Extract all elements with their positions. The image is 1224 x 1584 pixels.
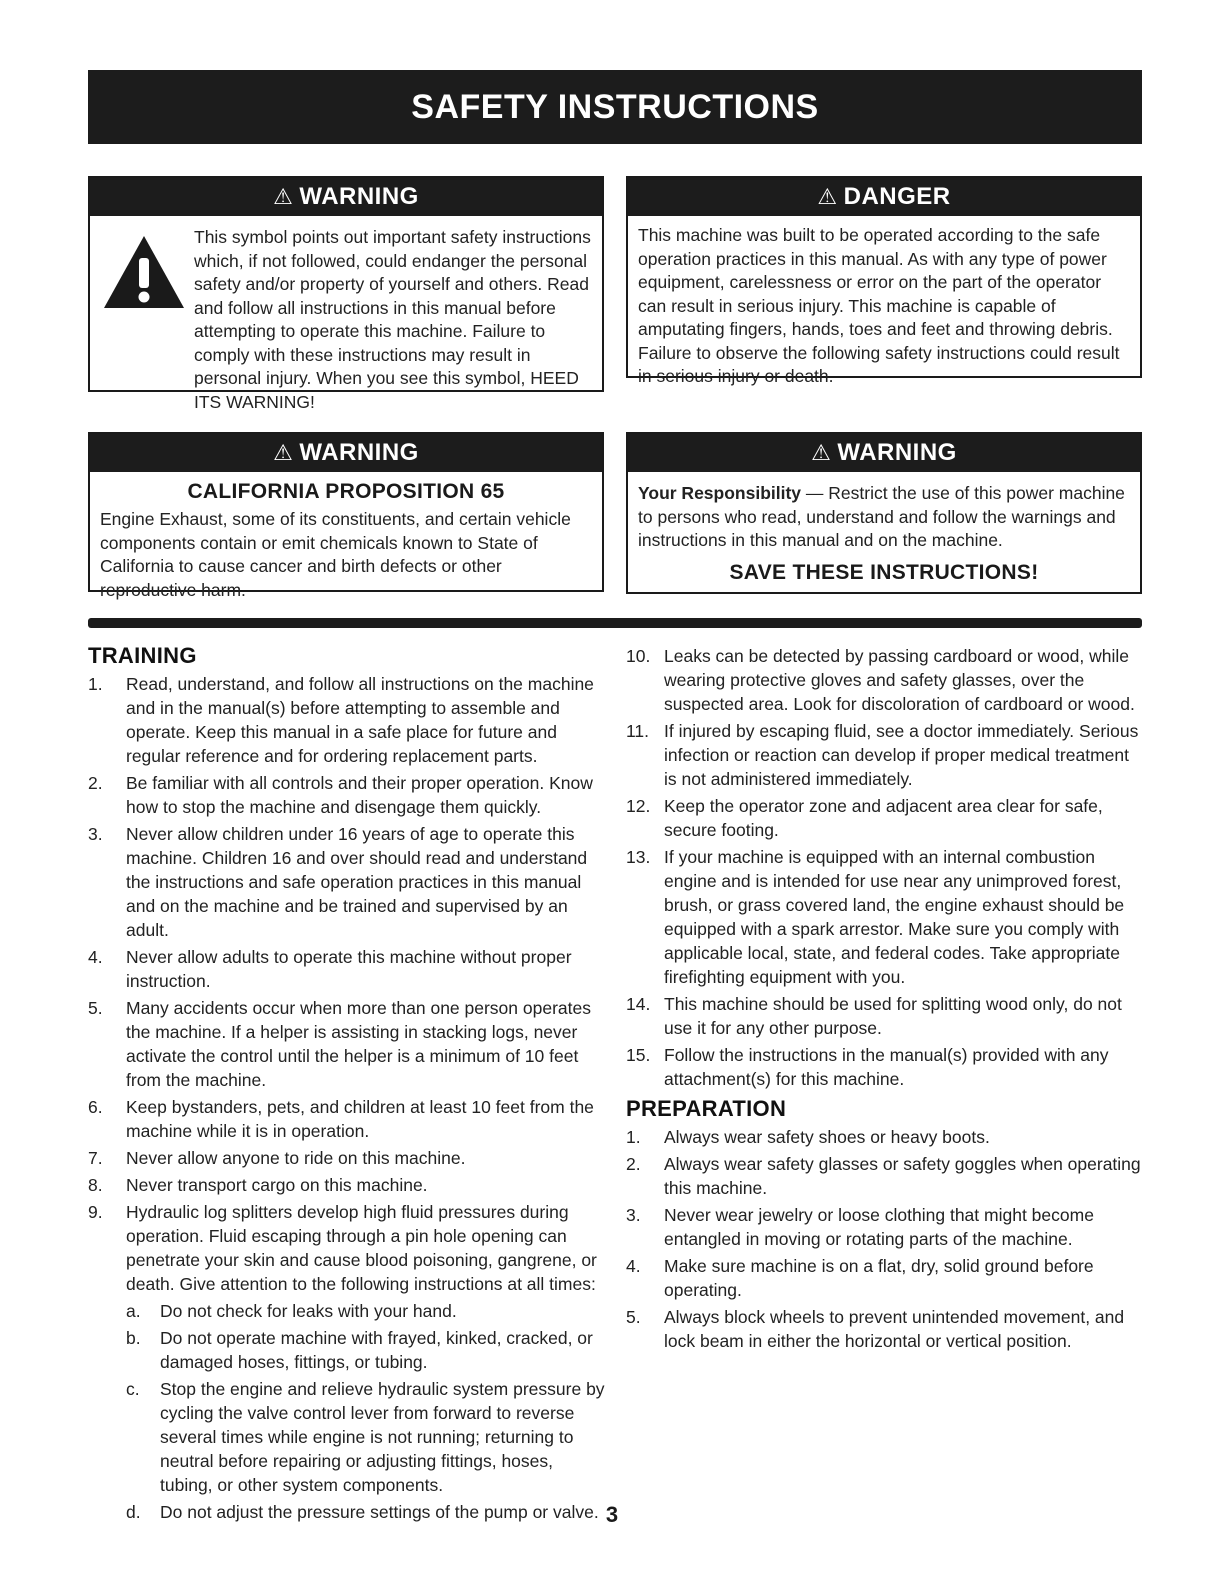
- list-item: [626, 1125, 1146, 1149]
- list-item: [88, 1299, 608, 1323]
- danger-header: [628, 178, 1140, 216]
- responsibility-body-text: [628, 472, 1140, 553]
- prop65-subtitle: CALIFORNIA PROPOSITION 65: [187, 480, 505, 503]
- list-item: [88, 1095, 608, 1143]
- list-item: [626, 1254, 1146, 1302]
- list-item: [626, 1043, 1146, 1091]
- prop65-body-text: Engine Exhaust, some of its constituents, and certain vehicle components contain or emit chemicals known to State of California to cause cancer and birth defects or other reproductive harm.: [100, 509, 571, 600]
- list-item: [88, 945, 608, 993]
- page-banner-title: SAFETY INSTRUCTIONS: [88, 70, 1142, 144]
- list-item: [88, 1173, 608, 1197]
- warning-header: [90, 178, 602, 216]
- list-item-text: Never allow adults to operate this machine without proper instruction.: [126, 947, 572, 991]
- list-item-number: 2.: [88, 773, 103, 793]
- list-item-text: Make sure machine is on a flat, dry, solid ground before operating.: [664, 1256, 1094, 1300]
- list-item: [88, 771, 608, 819]
- list-item-text: This machine should be used for splitting wood only, do not use it for any other purpose.: [664, 994, 1122, 1038]
- warning-header-label: WARNING: [299, 439, 419, 466]
- save-instructions-text: SAVE THESE INSTRUCTIONS!: [729, 560, 1039, 584]
- list-item-text: Hydraulic log splitters develop high fluid pressures during operation. Fluid escaping through a pin hole opening can penetrate your skin and cause blood poisoning, gangrene, or death. Give attention to the following instructions at all times:: [126, 1202, 597, 1294]
- responsibility-text: — Restrict the use of this power machine to persons who read, understand and follow the warnings and instructions in this manual and on the machine.: [638, 483, 1125, 550]
- list-item-text: If your machine is equipped with an internal combustion engine and is intended for use near any unimproved forest, brush, or grass covered land, the engine exhaust should be equipped with a spark arrestor. Make sure you comply with applicable local, state, and federal codes. Take appropriate firefighting equipment with you.: [664, 847, 1125, 987]
- list-item-text: Keep bystanders, pets, and children at least 10 feet from the machine while it is in operation.: [126, 1097, 594, 1141]
- training-sublist: [88, 1299, 608, 1524]
- list-item-number: 15.: [626, 1045, 651, 1065]
- list-item: [626, 992, 1146, 1040]
- list-item: [626, 845, 1146, 989]
- list-item-number: 6.: [88, 1097, 103, 1117]
- list-item-text: If injured by escaping fluid, see a doctor immediately. Serious infection or reaction can develop if proper medical treatment is not administered immediately.: [664, 721, 1139, 789]
- list-item: [626, 1152, 1146, 1200]
- list-item-number: 3.: [88, 824, 103, 844]
- list-item-number: 7.: [88, 1148, 103, 1168]
- list-item-number: 11.: [626, 721, 650, 741]
- list-item: [88, 996, 608, 1092]
- list-item: [88, 672, 608, 768]
- warning-header-label: WARNING: [299, 183, 419, 210]
- section-divider: [88, 618, 1142, 628]
- list-item-text: Do not operate machine with frayed, kinked, cracked, or damaged hoses, fittings, or tubing.: [160, 1328, 593, 1372]
- list-item: [626, 1203, 1146, 1251]
- list-item-number: 8.: [88, 1175, 103, 1195]
- list-item-number: 10.: [626, 646, 651, 666]
- list-item-number: 12.: [626, 796, 651, 816]
- warning-body-text: This symbol points out important safety instructions which, if not followed, could endanger the personal safety and/or property of yourself and others. Read and follow all instructions in this manual before attempting to operate this machine. Failure to comply with these instructions may result in personal injury. When you see this symbol, HEED ITS WARNING!: [194, 227, 591, 412]
- warning-box-responsibility: [626, 432, 1142, 594]
- danger-header-label: DANGER: [843, 183, 951, 210]
- warning-box-symbol: [88, 176, 604, 412]
- training-title: TRAINING: [88, 643, 197, 668]
- list-item: [626, 794, 1146, 842]
- warning-box-prop65: [88, 432, 604, 600]
- list-item-number: 5.: [88, 998, 103, 1018]
- list-item-number: 1.: [88, 674, 103, 694]
- list-item-number: 3.: [626, 1205, 641, 1225]
- list-item-text: Many accidents occur when more than one person operates the machine. If a helper is assisting in stacking logs, never activate the control until the helper is a minimum of 10 feet from the machine.: [126, 998, 591, 1090]
- list-item-number: 13.: [626, 847, 651, 867]
- list-item-number: 5.: [626, 1307, 641, 1327]
- list-item-text: Read, understand, and follow all instructions on the machine and in the manual(s) before attempting to assemble and operate. Keep this manual in a safe place for future and regular reference and for ordering replacement parts.: [126, 674, 594, 766]
- preparation-list: [626, 1125, 1146, 1353]
- list-item: [88, 822, 608, 942]
- list-item-number: d.: [126, 1502, 141, 1522]
- list-item: [88, 1326, 608, 1374]
- warning-triangle-icon: ⚠: [811, 440, 832, 465]
- list-item: [88, 1377, 608, 1497]
- list-item: [626, 644, 1146, 716]
- list-item-number: 2.: [626, 1154, 641, 1174]
- left-column: [88, 644, 608, 1527]
- list-item: [626, 1305, 1146, 1353]
- list-item-number: b.: [126, 1328, 141, 1348]
- list-item-number: c.: [126, 1379, 140, 1399]
- list-item-number: 9.: [88, 1202, 103, 1222]
- list-item-text: Do not check for leaks with your hand.: [160, 1301, 457, 1321]
- danger-box: [626, 176, 1142, 386]
- list-item-text: Always block wheels to prevent unintended movement, and lock beam in either the horizontal or vertical position.: [664, 1307, 1125, 1351]
- list-item-number: a.: [126, 1301, 141, 1321]
- warning-header: [90, 434, 602, 472]
- warning-triangle-icon: ⚠: [273, 184, 294, 209]
- list-item: [88, 1200, 608, 1296]
- list-item-text: Always wear safety glasses or safety goggles when operating this machine.: [664, 1154, 1141, 1198]
- list-item-number: 4.: [88, 947, 103, 967]
- training-list-continued: [626, 644, 1146, 1091]
- responsibility-lead: Your Responsibility: [638, 483, 802, 503]
- list-item-text: Never transport cargo on this machine.: [126, 1175, 428, 1195]
- training-list: [88, 672, 608, 1296]
- large-warning-triangle-icon: [102, 232, 186, 312]
- preparation-title: PREPARATION: [626, 1096, 787, 1121]
- list-item-text: Never allow anyone to ride on this machine.: [126, 1148, 466, 1168]
- list-item: [626, 719, 1146, 791]
- list-item-number: 1.: [626, 1127, 641, 1147]
- warning-header-label: WARNING: [837, 439, 957, 466]
- list-item-number: 4.: [626, 1256, 641, 1276]
- list-item-text: Never allow children under 16 years of age to operate this machine. Children 16 and over should read and understand the instructions and safe operation practices in this manual and on the machine and be trained and supervised by an adult.: [126, 824, 588, 940]
- list-item-text: Be familiar with all controls and their proper operation. Know how to stop the machine and disengage them quickly.: [126, 773, 593, 817]
- list-item-number: 14.: [626, 994, 651, 1014]
- page-number: 3: [605, 1502, 619, 1527]
- danger-body-text: This machine was built to be operated according to the safe operation practices in this manual. As with any type of power equipment, carelessness or error on the part of the operator can result in serious injury. This machine is capable of amputating fingers, hands, toes and feet and throwing debris. Failure to observe the following safety instructions could result in serious injury or death.: [638, 225, 1120, 386]
- warning-header: [628, 434, 1140, 472]
- list-item: [88, 1146, 608, 1170]
- list-item-text: Do not adjust the pressure settings of the pump or valve.: [160, 1502, 599, 1522]
- warning-triangle-icon: ⚠: [817, 184, 838, 209]
- list-item-text: Never wear jewelry or loose clothing that might become entangled in moving or rotating parts of the machine.: [664, 1205, 1094, 1249]
- right-column: [626, 644, 1146, 1356]
- list-item-text: Stop the engine and relieve hydraulic system pressure by cycling the valve control lever from forward to reverse several times while engine is not running; returning to neutral before repairing or adjusting fittings, hoses, tubing, or other system components.: [160, 1379, 605, 1495]
- list-item-text: Keep the operator zone and adjacent area clear for safe, secure footing.: [664, 796, 1103, 840]
- warning-triangle-icon: ⚠: [273, 440, 294, 465]
- list-item-text: Always wear safety shoes or heavy boots.: [664, 1127, 990, 1147]
- list-item-text: Leaks can be detected by passing cardboard or wood, while wearing protective gloves and safety glasses, over the suspected area. Look for discoloration of cardboard or wood.: [664, 646, 1135, 714]
- list-item-text: Follow the instructions in the manual(s) provided with any attachment(s) for this machine.: [664, 1045, 1109, 1089]
